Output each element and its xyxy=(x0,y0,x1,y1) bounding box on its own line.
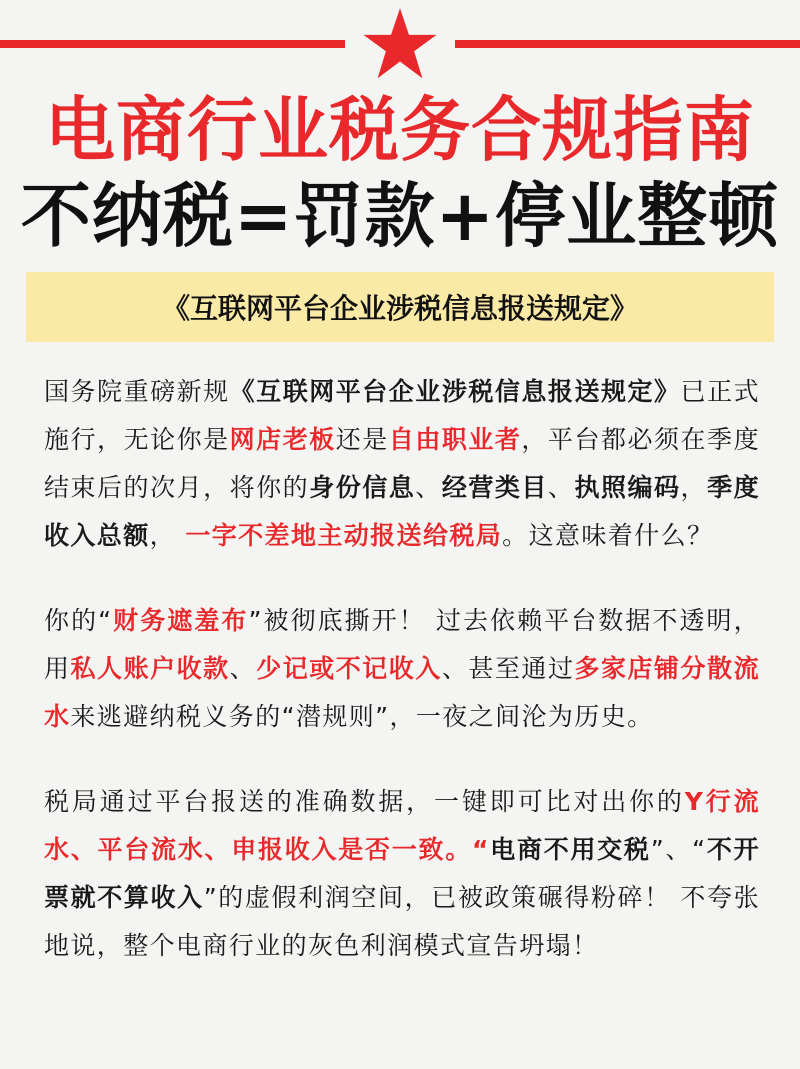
text-run: 、 xyxy=(415,473,442,502)
page-subtitle: 不纳税=罚款+停业整顿 xyxy=(20,175,780,257)
text-run: 已正式施行，无论你是 xyxy=(44,377,760,454)
text-run: ，平台都必须在季度结束后的次月，将你的 xyxy=(44,425,760,502)
regulation-name: 《互联网平台企业涉税信息报送规定》 xyxy=(229,377,681,406)
highlight-red: Y行流水 xyxy=(44,787,761,864)
paragraph-2 xyxy=(44,597,760,741)
text-run: ”、“ xyxy=(650,835,707,864)
highlight-red: 平台流水 xyxy=(97,835,205,864)
text-run: 、 xyxy=(547,473,575,502)
highlight-bold: 季度收入总额 xyxy=(44,473,760,550)
text-run: 国务院重磅新规 xyxy=(44,377,230,406)
highlight-bold: 不开票就不算收入 xyxy=(44,835,760,912)
paragraph-3 xyxy=(44,778,760,970)
highlight-red: 一字不差地主动报送给税局 xyxy=(185,521,503,550)
text-run: 。这意味着什么？ xyxy=(502,521,714,550)
top-left-rule xyxy=(0,40,345,48)
highlight-red: 。“ xyxy=(445,835,490,864)
page-title: 电商行业税务合规指南 xyxy=(45,89,755,171)
highlight-red: 、 xyxy=(70,835,98,864)
highlight-red: 网店老板 xyxy=(229,425,336,454)
highlight-red: 自由职业者 xyxy=(388,425,522,454)
highlight-bold: 身份信息 xyxy=(309,473,416,502)
highlight-bold: 经营类目 xyxy=(441,473,548,502)
top-right-rule xyxy=(455,40,800,48)
text-run: 、甚至通过 xyxy=(441,654,575,683)
highlight-red: 私人账户收款 xyxy=(70,654,230,683)
highlight-red: 少记或不记收入 xyxy=(256,654,442,683)
highlight-red: 财务遮羞布 xyxy=(112,606,249,635)
text-run: ”的虚假利润空间，已被政策碾得粉碎！ 不夸张地说，整个电商行业的灰色利润模式宣告坍塌！ xyxy=(44,883,761,960)
highlight-bold: 执照编码 xyxy=(574,473,681,502)
text-run: 来逃避纳税义务的“潜规则”，一夜之间沦为历史。 xyxy=(70,702,654,731)
highlight-red: 申报收入是否一致 xyxy=(231,835,446,864)
article-body xyxy=(44,368,760,1007)
text-run: ， xyxy=(149,521,186,550)
paragraph-1 xyxy=(44,368,760,560)
highlight-red: 多家店铺分散流水 xyxy=(44,654,760,731)
highlight-bold: 电商不用交税 xyxy=(489,835,651,864)
text-run: 还是 xyxy=(335,425,389,454)
text-run: 、 xyxy=(229,654,257,683)
text-run: ， xyxy=(680,473,708,502)
text-run: 你的“ xyxy=(44,606,113,635)
highlight-red: 、 xyxy=(204,835,232,864)
red-star-icon xyxy=(362,6,438,82)
text-run: 税局通过平台报送的准确数据，一键即可比对出你的 xyxy=(44,787,685,816)
text-run: ”被彻底撕开！ 过去依赖平台数据不透明，用 xyxy=(44,606,760,683)
regulation-banner: 《互联网平台企业涉税信息报送规定》 xyxy=(26,272,774,342)
